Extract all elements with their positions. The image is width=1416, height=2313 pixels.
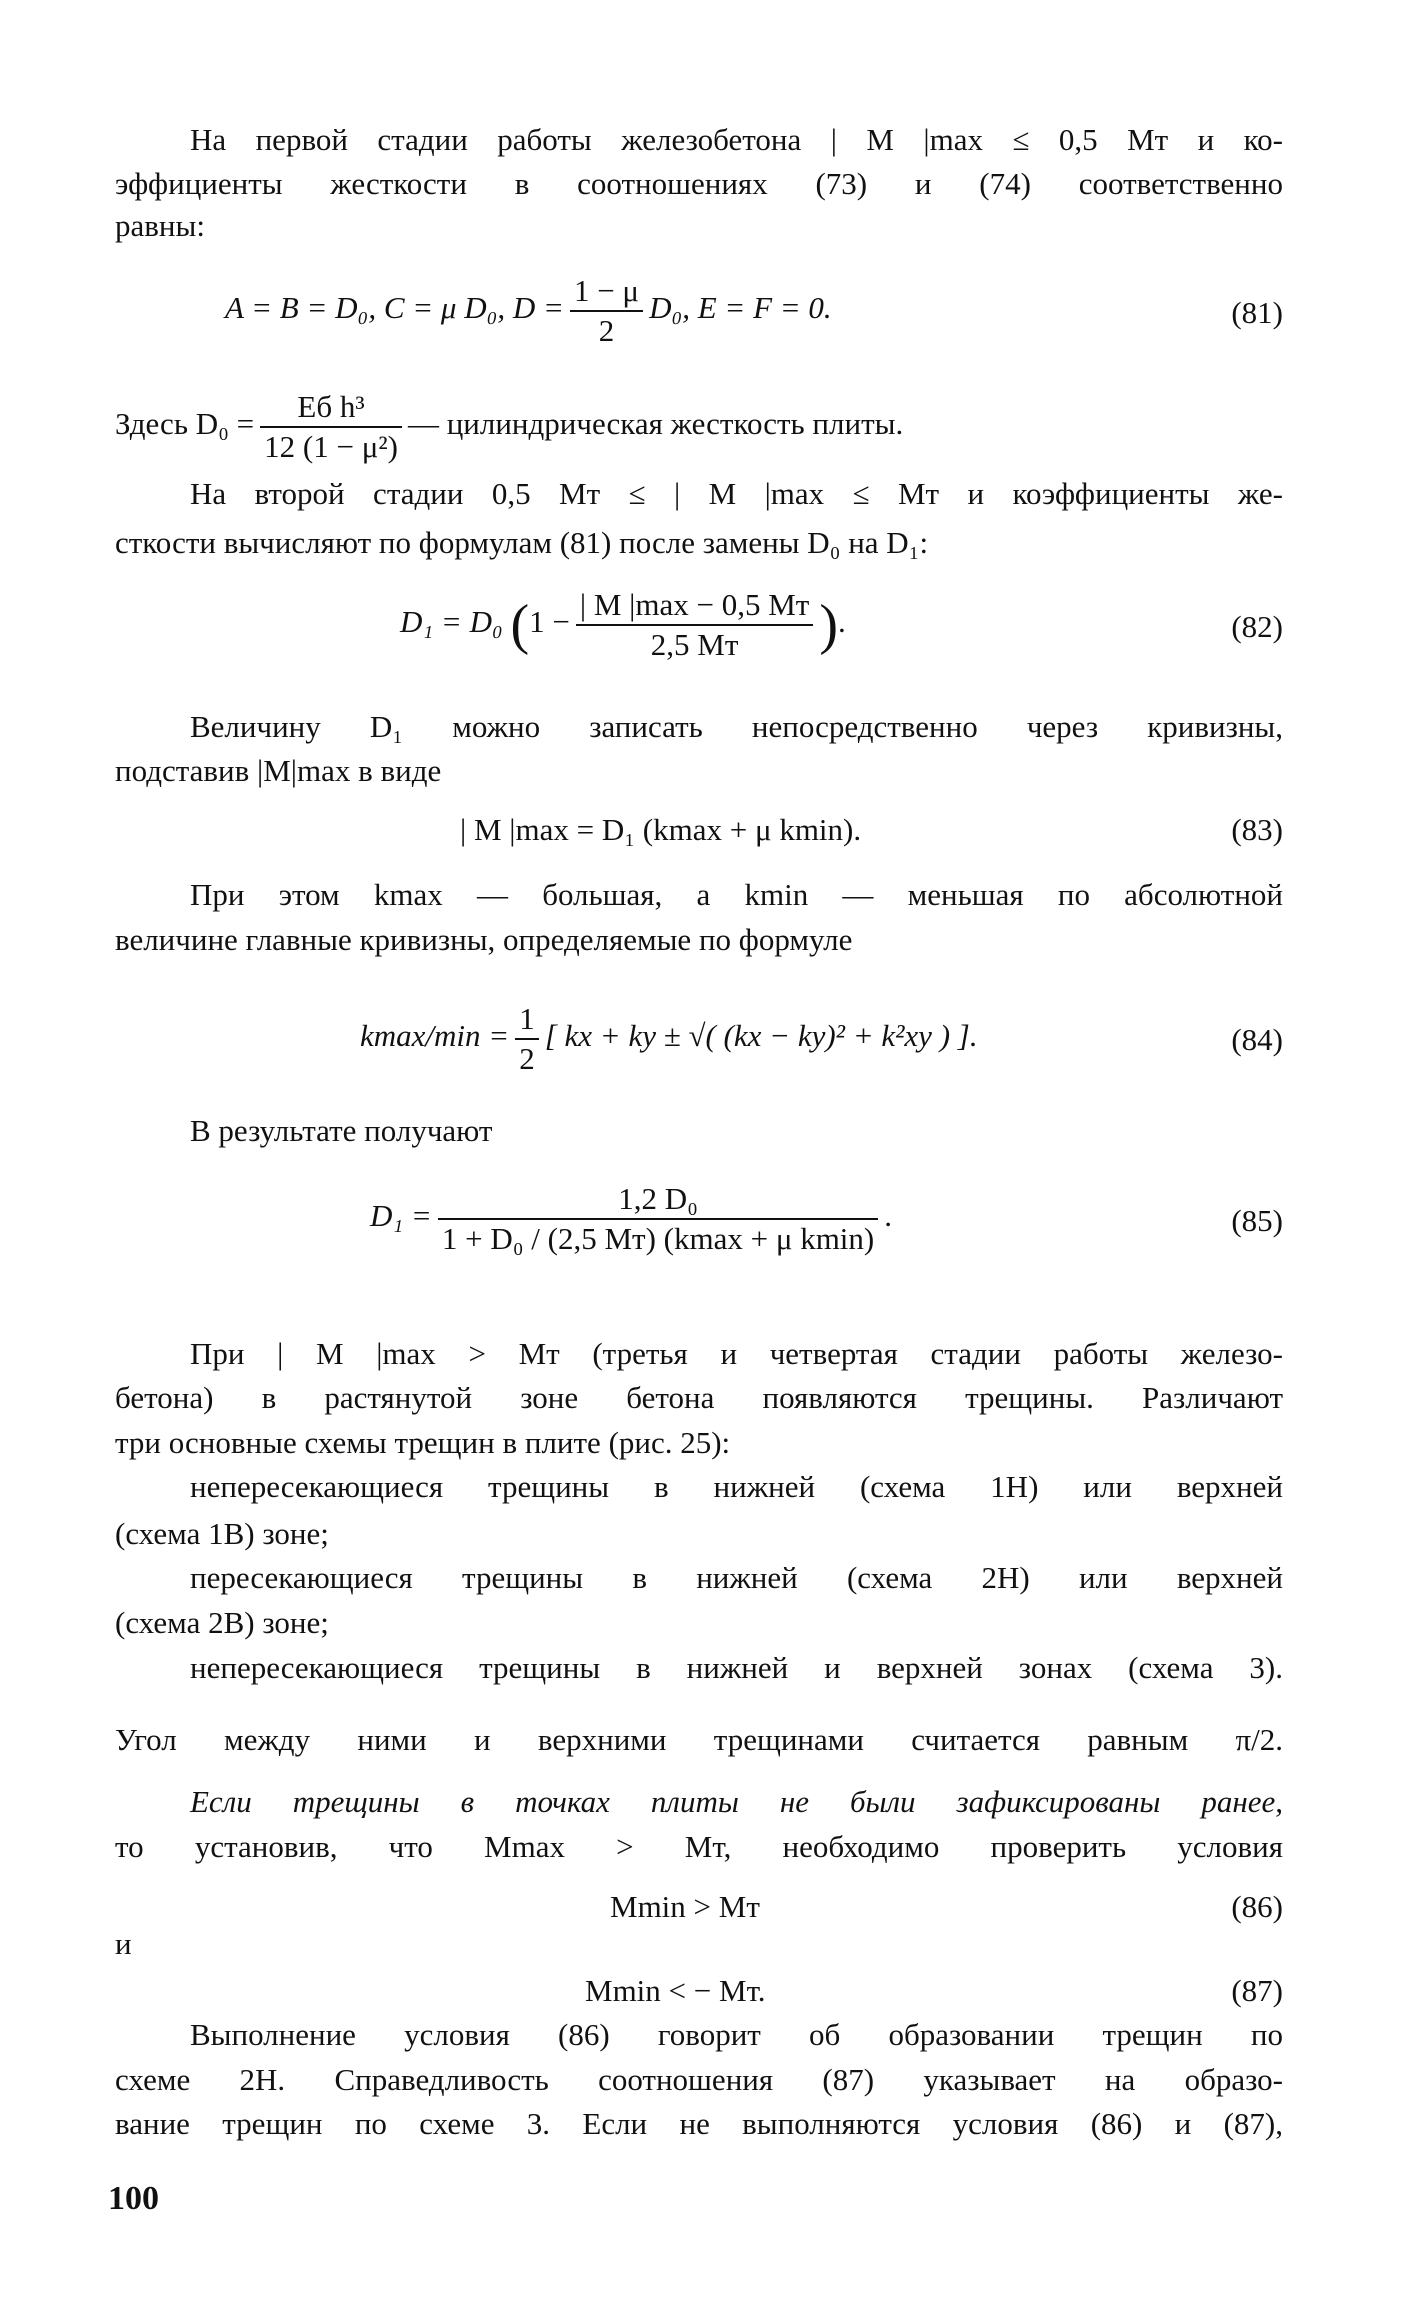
text-line: и: [115, 1926, 132, 1961]
equation-84: kmax/min = $\frac{1}{2}$ [ kx + ky ± √( (kx − ky)² + k²xy ) ].: [360, 1001, 978, 1076]
text-line: В результате получают: [190, 1113, 493, 1148]
equation-86: Mmin > Mт: [610, 1889, 760, 1924]
text-line: равны:: [115, 208, 205, 243]
equation-83: | M |max = D₁ (kmax + μ kmin).: [460, 812, 862, 847]
text-line: три основные схемы трещин в плите (рис. 25):: [115, 1425, 731, 1460]
page-number: 100: [108, 2180, 159, 2217]
equation-87: Mmin < − Mт.: [585, 1973, 766, 2008]
equation-82: D₁ = D₀ (1 − $\frac{| M |\max - 0,5 Mт}{2,5 Mт}$ ).: [400, 587, 846, 662]
text-line: На первой стадии работы железобетона | M |max ≤ 0,5 Mт и ко-: [190, 122, 1283, 157]
equation-81: A = B = D₀, C = μ D₀, D = $\frac{1 - \mu}{2}$ D₀, E = F = 0.: [225, 273, 832, 348]
text-line: Угол между ними и верхними трещинами считается равным π/2.: [115, 1722, 1283, 1757]
equation-label: (82): [1231, 609, 1283, 644]
text-line: Величину D₁ можно записать непосредственно через кривизны,: [190, 709, 1283, 744]
text-line: подставив |M|max в виде: [115, 753, 442, 788]
definition-d0: Здесь D₀ = $\frac{\text{Eб h³}}{\text{12 (1 − μ²)}}$ — цилиндрическая жесткость плиты.: [115, 389, 904, 464]
equation-label: (81): [1231, 295, 1283, 330]
equation-label: (83): [1231, 812, 1283, 847]
text-line: (схема 1В) зоне;: [115, 1516, 329, 1551]
equation-label: (84): [1231, 1022, 1283, 1057]
text-line: непересекающиеся трещины в нижней (схема 1Н) или верхней: [190, 1469, 1283, 1504]
text-line: При этом kmax — большая, а kmin — меньшая по абсолютной: [190, 877, 1283, 912]
text-line: вание трещин по схеме 3. Если не выполняются условия (86) и (87),: [115, 2106, 1283, 2141]
equation-label: (87): [1231, 1973, 1283, 2008]
text-line: Если трещины в точках плиты не были зафиксированы ранее,: [190, 1784, 1283, 1819]
text-line: бетона) в растянутой зоне бетона появляются трещины. Различают: [115, 1380, 1283, 1415]
text-line: эффициенты жесткости в соотношениях (73) и (74) соответственно: [115, 166, 1283, 201]
equation-85: D₁ = $\frac{\text{1,2 D₀}}{\text{1 + D₀ / (2,5 Mт) (kmax + μ kmin)}}$ .: [370, 1181, 892, 1256]
text-line: величине главные кривизны, определяемые по формуле: [115, 922, 853, 957]
text-line: непересекающиеся трещины в нижней и верхней зонах (схема 3).: [190, 1650, 1283, 1685]
text-line: При | M |max > Mт (третья и четвертая стадии работы железо-: [190, 1336, 1283, 1371]
equation-label: (85): [1231, 1203, 1283, 1238]
text-line: пересекающиеся трещины в нижней (схема 2Н) или верхней: [190, 1560, 1283, 1595]
text-line: (схема 2В) зоне;: [115, 1605, 329, 1640]
text-line: Выполнение условия (86) говорит об образовании трещин по: [190, 2017, 1283, 2052]
text-line: сткости вычисляют по формулам (81) после замены D₀ на D₁:: [115, 525, 929, 560]
text-line: то установив, что Mmax > Mт, необходимо проверить условия: [115, 1829, 1283, 1864]
equation-label: (86): [1231, 1889, 1283, 1924]
text-line: На второй стадии 0,5 Mт ≤ | M |max ≤ Mт и коэффициенты же-: [190, 476, 1283, 511]
text-line: схеме 2Н. Справедливость соотношения (87) указывает на образо-: [115, 2062, 1283, 2097]
